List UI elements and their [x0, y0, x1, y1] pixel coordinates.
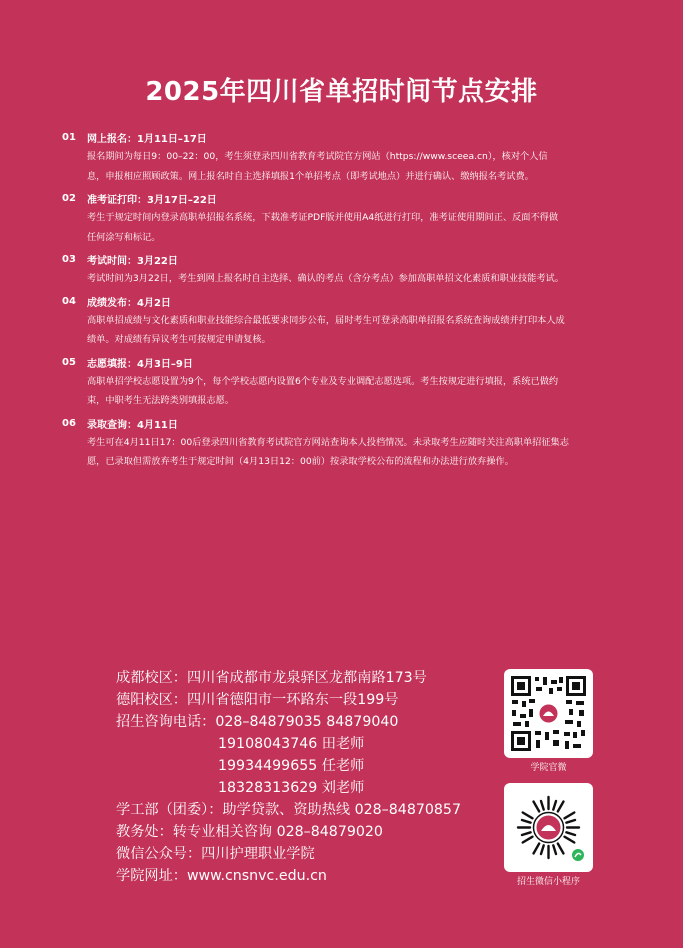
item-line: 高职单招学校志愿设置为9个，每个学校志愿内设置6个专业及专业调配志愿选项。考生按规定进行填报，系统已做约: [87, 375, 559, 387]
item-line: 报名期间为每日9：00–22：00，考生须登录四川省教育考试院官方网站（https://www.sceea.cn），核对个人信: [87, 151, 548, 162]
item-line: 息，申报相应照顾政策。网上报名时自主选择填报1个单招考点（即考试地点）并进行确认、缴纳报名考试费。: [87, 170, 534, 182]
schedule-item: [62, 128, 662, 186]
official-wechat-qr-code: [504, 669, 593, 758]
phone-tian: 19108043746 田老师: [218, 736, 365, 752]
item-description: [87, 269, 657, 289]
item-number: 02: [62, 193, 76, 204]
item-line: 考生于规定时间内登录高职单招报名系统，下载准考证PDF版并使用A4纸进行打印，准考证使用期间正、反面不得做: [87, 212, 559, 223]
item-heading: 志愿填报：4月3日–9日: [87, 358, 193, 370]
college-website: 学院网址：www.cnsnvc.edu.cn: [116, 868, 327, 884]
item-heading: 网上报名：1月11日–17日: [87, 134, 207, 145]
mini-program-caption: 招生微信小程序: [516, 877, 580, 887]
item-line: 考生可在4月11日17：00后登录四川省教育考试院官方网站查询本人投档情况。未录取考生应随时关注高职单招征集志: [87, 436, 569, 448]
item-number: 05: [62, 356, 76, 368]
item-line: 束，中职考生无法跨类别填报志愿。: [87, 395, 234, 406]
item-heading: 考试时间：3月22日: [87, 256, 178, 267]
schedule-item-header: [62, 414, 662, 433]
schedule-item-header: [62, 189, 662, 208]
page-title: 2025年四川省单招时间节点安排: [145, 77, 538, 107]
schedule-item: [62, 353, 662, 411]
phone-ren: 19934499655 任老师: [218, 758, 365, 774]
schedule-list: [62, 128, 662, 475]
official-wechat-caption: 学院官微: [530, 763, 567, 773]
schedule-item: [62, 189, 662, 247]
student-affairs-hotline: 学工部（团委）：助学贷款、资助热线 028–84870857: [116, 802, 461, 818]
item-description: [87, 311, 657, 350]
item-description: [87, 433, 657, 472]
schedule-item: [62, 250, 662, 289]
item-number: 04: [62, 295, 76, 307]
item-line: 考试时间为3月22日，考生到网上报名时自主选择、确认的考点（含分考点）参加高职单招文化素质和职业技能考试。: [87, 273, 564, 284]
wechat-account: 微信公众号：四川护理职业学院: [116, 846, 315, 862]
item-description: [87, 208, 657, 247]
schedule-item-header: [62, 353, 662, 372]
admission-phone: 招生咨询电话：028–84879035 84879040: [116, 714, 399, 730]
item-description: [87, 372, 657, 411]
schedule-item-header: [62, 292, 662, 311]
item-number: 06: [62, 417, 76, 429]
item-line: 任何涂写和标记。: [87, 231, 161, 243]
item-number: 03: [62, 254, 76, 265]
item-heading: 准考证打印：3月17日–22日: [87, 195, 217, 206]
schedule-item: [62, 414, 662, 472]
schedule-item-header: [62, 128, 662, 147]
item-description: [87, 147, 657, 186]
item-line: 绩单。对成绩有异议考生可按规定申请复核。: [87, 334, 271, 345]
deyang-campus-address: 德阳校区：四川省德阳市一环路东一段199号: [116, 692, 399, 708]
item-line: 愿，已录取但需放弃考生于规定时间（4月13日12：00前）按录取学校公布的流程和办法进行放弃操作。: [87, 456, 514, 467]
phone-liu: 18328313629 刘老师: [218, 780, 365, 796]
academic-affairs-hotline: 教务处：转专业相关咨询 028–84879020: [116, 824, 383, 840]
schedule-item: [62, 292, 662, 350]
chengdu-campus-address: 成都校区：四川省成都市龙泉驿区龙都南路173号: [116, 670, 427, 686]
schedule-item-header: [62, 250, 662, 269]
item-number: 01: [62, 132, 76, 143]
item-heading: 成绩发布：4月2日: [87, 297, 171, 309]
item-line: 高职单招成绩与文化素质和职业技能综合最低要求同步公布，届时考生可登录高职单招报名系统查询成绩并打印本人成: [87, 314, 565, 326]
mini-program-qr-code: [504, 783, 593, 872]
contact-info: [116, 667, 461, 887]
item-heading: 录取查询：4月11日: [87, 419, 178, 431]
